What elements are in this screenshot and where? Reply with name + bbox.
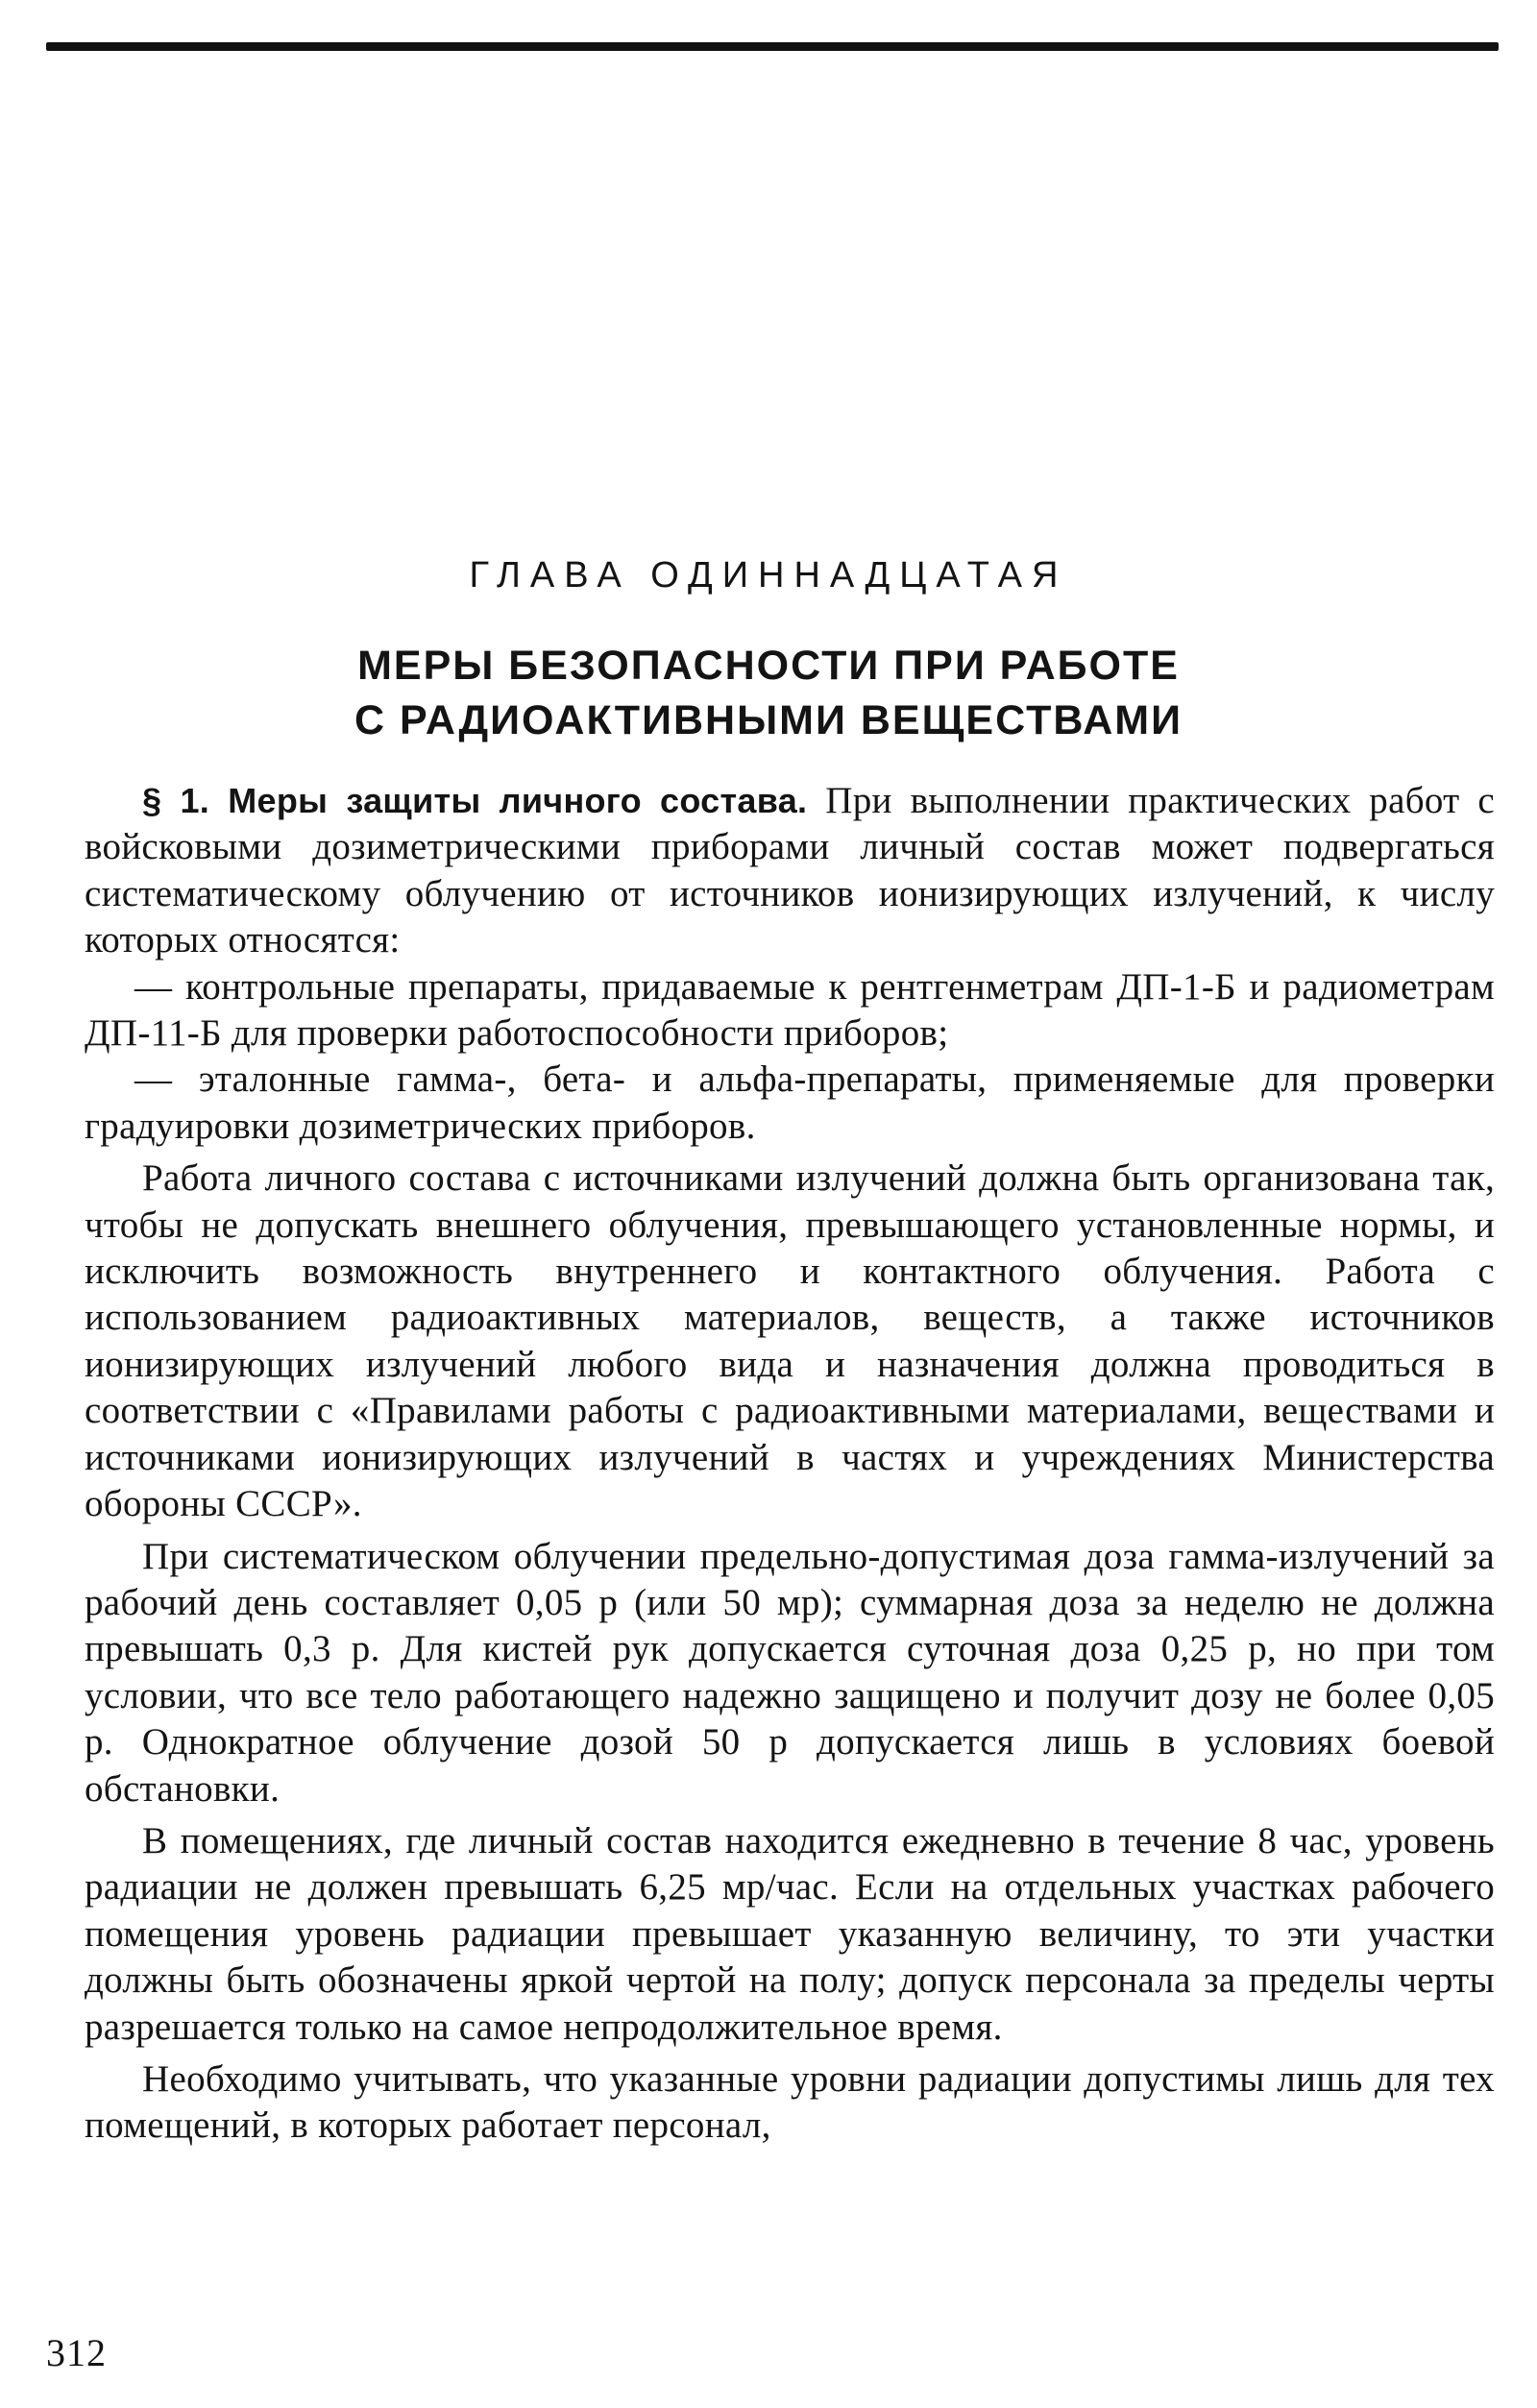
paragraph-note: Необходимо учитывать, что указанные уровни радиации допустимы лишь для тех помещений, в которых работает персонал,: [85, 2057, 1495, 2147]
list-item-control-preparations: — контрольные препараты, придаваемые к рентгенметрам ДП-1-Б и радиометрам ДП-11-Б для проверки работоспособности приборов;: [85, 965, 1495, 1055]
intro-text: При выполнении практических работ с войсковыми дозиметрическими приборами личный состав может подвергаться систематическому облучению от источников ионизирующих излучений, к числу которых относятся:: [85, 780, 1495, 961]
paragraph-work-organization: Работа личного состава с источниками излучений должна быть организована так, чтобы не допускать внешнего облучения, превышающего установленные нормы, и исключить возможность внутреннего и контактного облучения. Работа с использованием радиоактивных материалов, веществ, а также источников ионизирующих излучений любого вида и назначения должна проводиться в соответствии с «Правилами работы с радиоактивными материалами, веществами и источниками ионизирующих излучений в частях и учреждениях Министерства обороны СССР».: [85, 1157, 1495, 1525]
chapter-title-line-2: С РАДИОАКТИВНЫМИ ВЕЩЕСТВАМИ: [354, 697, 1183, 743]
list-item-reference-preparations: — эталонные гамма-, бета- и альфа-препараты, применяемые для проверки градуировки дозиметрических приборов.: [85, 1058, 1495, 1147]
chapter-title-line-1: МЕРЫ БЕЗОПАСНОСТИ ПРИ РАБОТЕ: [357, 643, 1180, 689]
page-number: 312: [46, 2331, 107, 2374]
chapter-title: [0, 639, 1537, 748]
paragraph-dose-limits: При систематическом облучении предельно-допустимая доза гамма-излучений за рабочий день составляет 0,05 р (или 50 мр); суммарная доза за неделю не должна превышать 0,3 р. Для кистей рук допускается суточная доза 0,25 р, но при том условии, что все тело работающего надежно защищено и получит дозу не более 0,05 р. Однократное облучение дозой 50 р допускается лишь в условиях боевой обстановки.: [85, 1535, 1495, 1810]
chapter-label: ГЛАВА ОДИННАДЦАТАЯ: [469, 555, 1068, 596]
paragraph-room-radiation: В помещениях, где личный состав находится ежедневно в течение 8 час, уровень радиации не должен превышать 6,25 мр/час. Если на отдельных участках рабочего помещения уровень радиации превышает указанную величину, то эти участки должны быть обозначены яркой чертой на полу; допуск персонала за пределы черты разрешается только на самое непродолжительное время.: [85, 1819, 1495, 2048]
body-text: [85, 778, 1495, 2150]
paragraph-intro: [85, 778, 1495, 964]
top-rule: [46, 42, 1499, 51]
section-heading: § 1. Меры защиты личного состава.: [142, 781, 808, 820]
